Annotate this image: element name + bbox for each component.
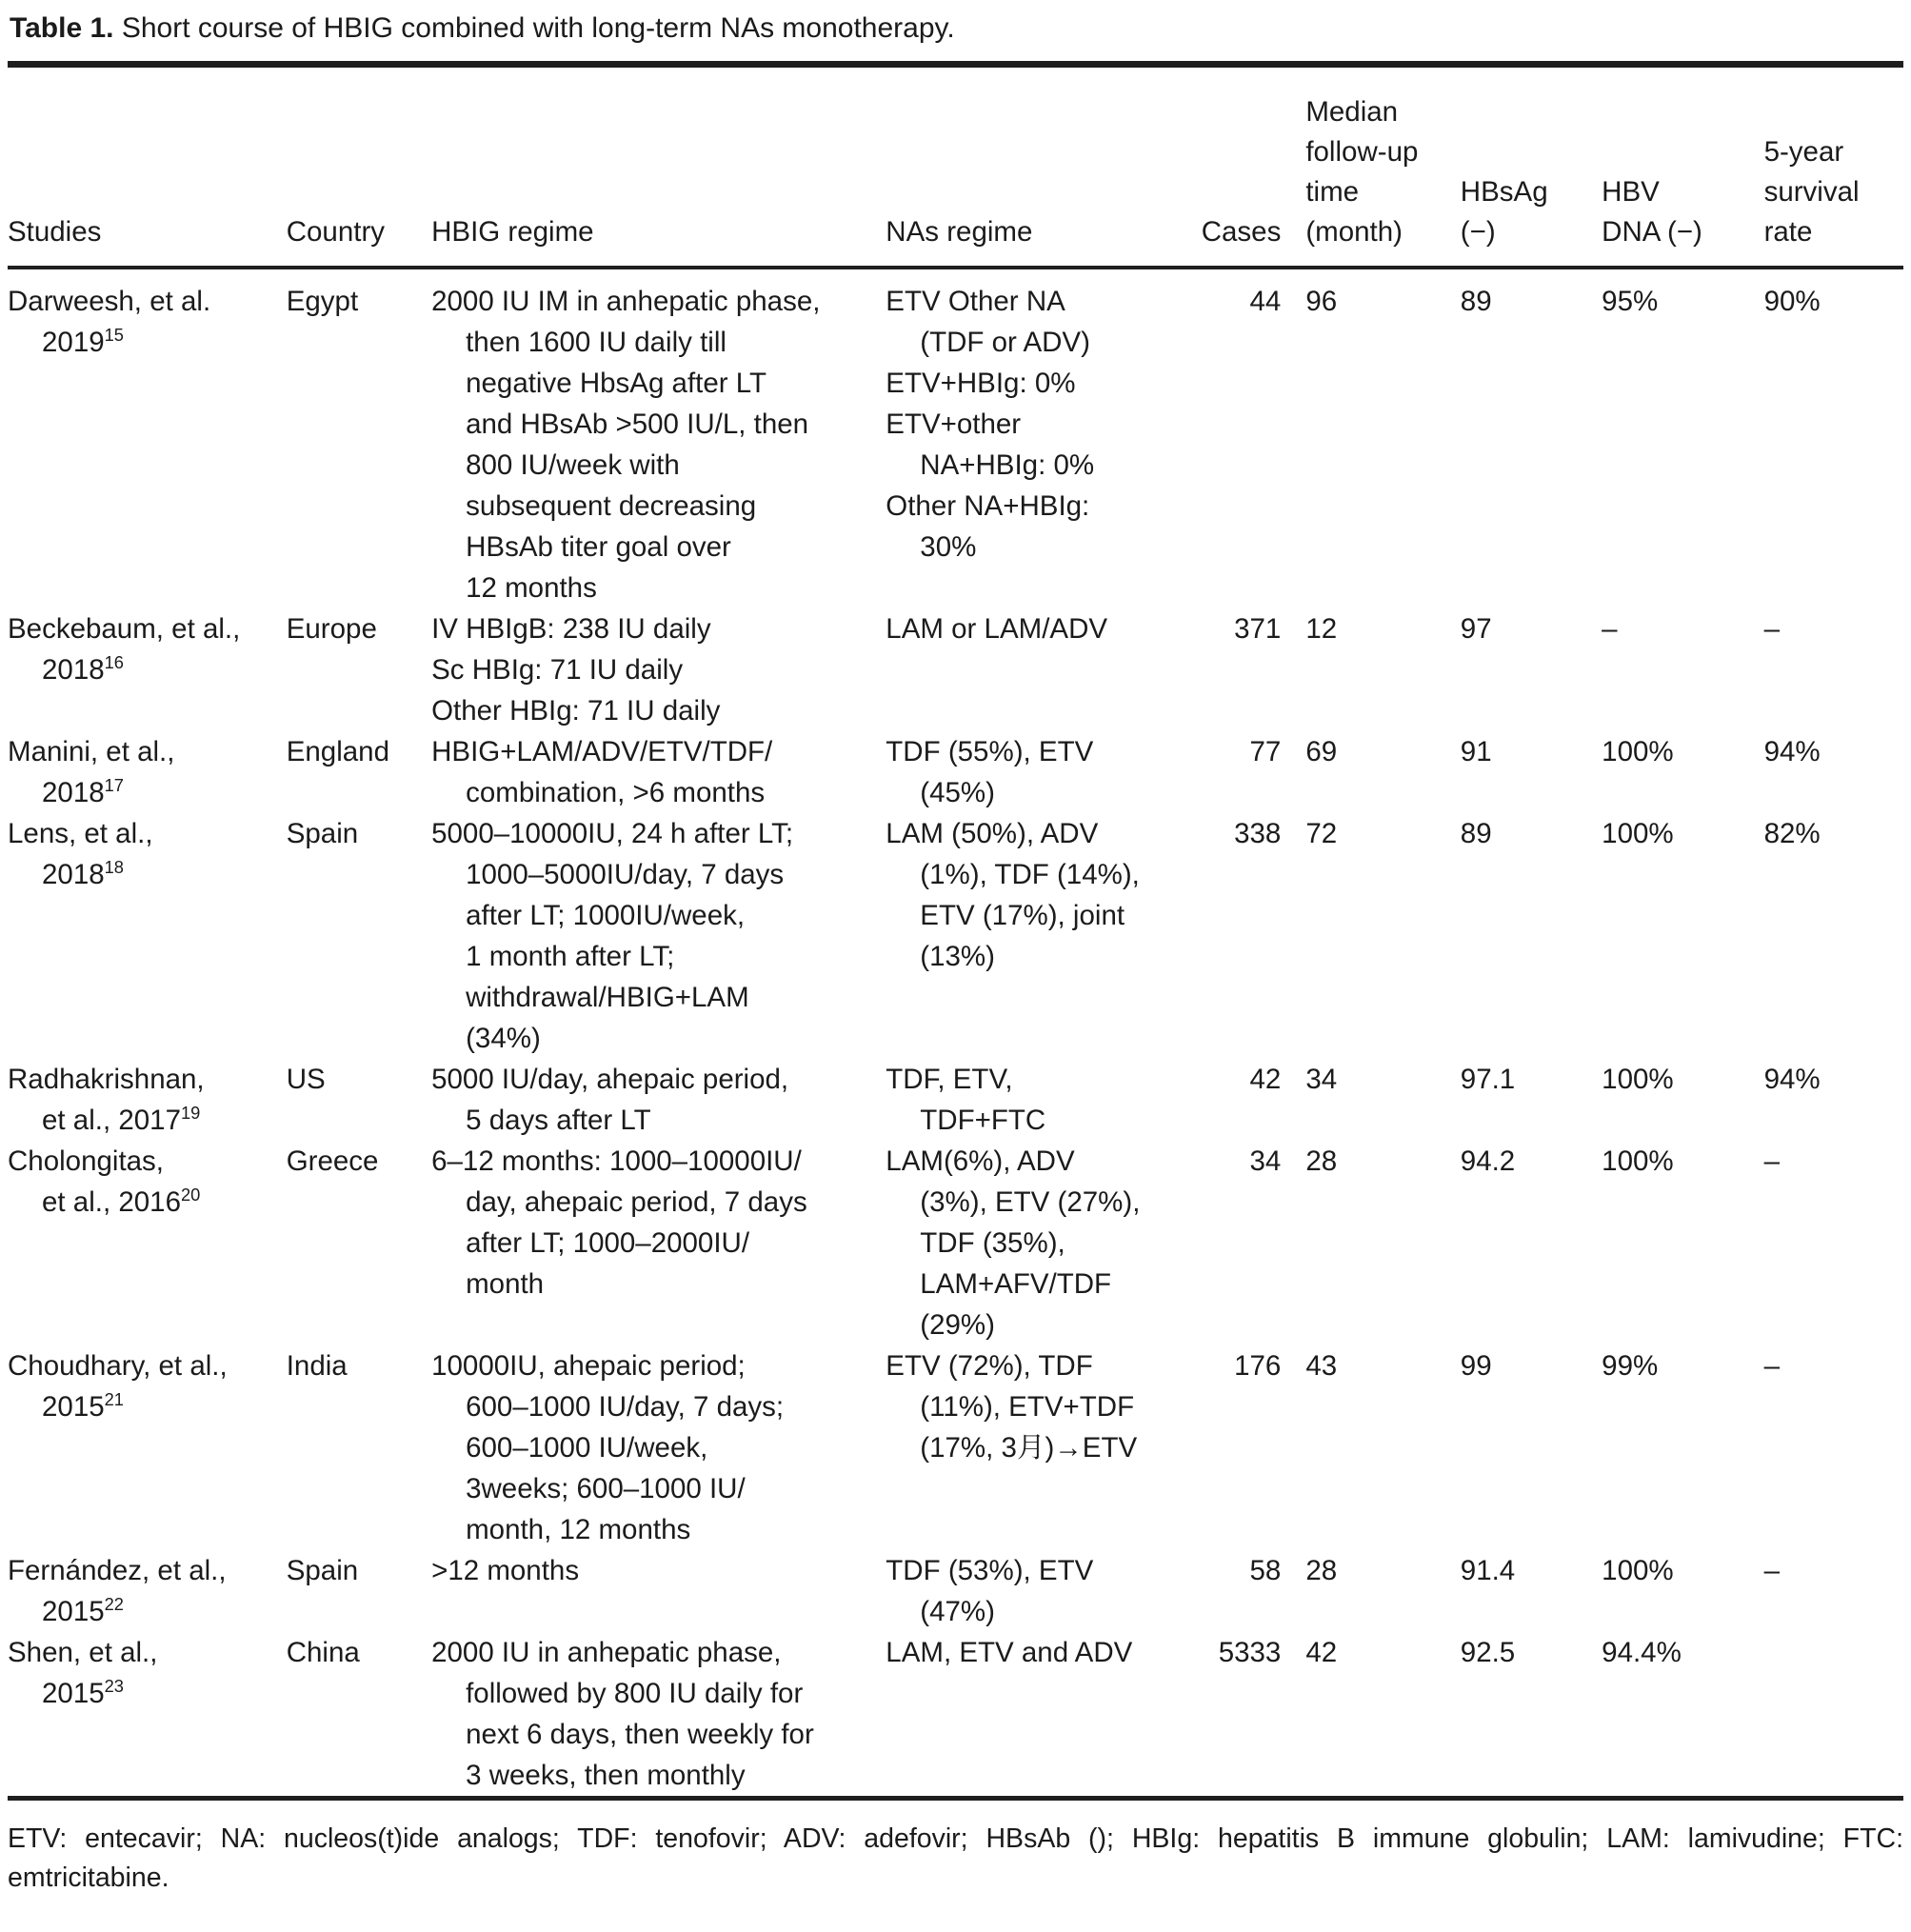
cell-survival: – bbox=[1763, 613, 1780, 645]
cell-cases: 77 bbox=[1249, 736, 1282, 767]
cell-hbig: 2000 IU in anhepatic phase, followed by 800 IU daily for next 6 days, then weekly for 3 weeks, then monthly bbox=[431, 1637, 814, 1791]
column-header-survival: 5-year survival rate bbox=[1764, 65, 1903, 269]
cell-survival: 82% bbox=[1763, 818, 1821, 849]
cell-country: India bbox=[286, 1350, 348, 1382]
reference-superscript: 17 bbox=[104, 775, 124, 796]
cell-hbsag: 99 bbox=[1460, 1350, 1492, 1382]
reference-superscript: 21 bbox=[104, 1389, 124, 1410]
table-header bbox=[8, 65, 1903, 269]
cell-country: Greece bbox=[286, 1145, 379, 1177]
cell-hbsag: 91.4 bbox=[1460, 1555, 1516, 1586]
cell-hbvdna: 100% bbox=[1602, 1145, 1674, 1177]
cell-hbvdna: 100% bbox=[1602, 1555, 1674, 1586]
cell-country: Egypt bbox=[286, 286, 359, 317]
table-title bbox=[10, 11, 1903, 46]
table-footnote bbox=[8, 1820, 1903, 1898]
cell-study: Shen, et al., 2015$^{23}$ bbox=[8, 1637, 158, 1709]
cell-hbig: IV HBIgB: 238 IU daily Sc HBIg: 71 IU daily Other HBIg: 71 IU daily bbox=[431, 613, 721, 727]
table-row bbox=[8, 1550, 1903, 1632]
cell-country: Spain bbox=[286, 1555, 359, 1586]
cell-study: Darweesh, et al. 2019$^{15}$ bbox=[8, 286, 211, 358]
table-row bbox=[8, 1141, 1903, 1345]
cell-cases: 42 bbox=[1249, 1064, 1282, 1095]
cell-hbvdna: – bbox=[1602, 613, 1618, 645]
reference-superscript: 22 bbox=[104, 1594, 124, 1615]
cell-hbvdna: 99% bbox=[1602, 1350, 1659, 1382]
cell-hbsag: 89 bbox=[1460, 286, 1492, 317]
cell-hbig: 2000 IU IM in anhepatic phase, then 1600 IU daily till negative HbsAg after LT and HBsAb >500 IU/L, then 800 IU/week with subsequent decreasing HBsAb titer goal over 12 months bbox=[431, 286, 821, 604]
column-header-hbvdna: HBV DNA (−) bbox=[1602, 65, 1763, 269]
cell-followup: 43 bbox=[1305, 1350, 1338, 1382]
table-row bbox=[8, 1345, 1903, 1550]
study-table bbox=[8, 61, 1903, 1801]
cell-hbig: 5000–10000IU, 24 h after LT; 1000–5000IU/day, 7 days after LT; 1000IU/week, 1 month after LT; withdrawal/HBIG+LAM (34%) bbox=[431, 818, 794, 1054]
column-header-country: Country bbox=[287, 65, 431, 269]
reference-superscript: 20 bbox=[180, 1185, 201, 1205]
cell-nas: ETV (72%), TDF (11%), ETV+TDF (17%, 3月)→ETV bbox=[886, 1350, 1138, 1464]
cell-hbsag: 89 bbox=[1460, 818, 1492, 849]
table-body bbox=[8, 268, 1903, 1799]
column-header-hbig: HBIG regime bbox=[431, 65, 886, 269]
cell-study: Cholongitas, et al., 2016$^{20}$ bbox=[8, 1145, 201, 1218]
column-header-nas: NAs regime bbox=[886, 65, 1197, 269]
cell-followup: 12 bbox=[1305, 613, 1338, 645]
cell-nas: TDF, ETV, TDF+FTC bbox=[886, 1064, 1046, 1136]
cell-country: England bbox=[286, 736, 389, 767]
cell-hbsag: 92.5 bbox=[1460, 1637, 1516, 1668]
column-header-cases: Cases bbox=[1197, 65, 1284, 269]
table-row bbox=[8, 608, 1903, 731]
cell-cases: 34 bbox=[1249, 1145, 1282, 1177]
cell-hbvdna: 100% bbox=[1602, 736, 1674, 767]
cell-nas: TDF (53%), ETV (47%) bbox=[886, 1555, 1094, 1627]
cell-country: Spain bbox=[286, 818, 359, 849]
cell-country: Europe bbox=[286, 613, 377, 645]
cell-study: Beckebaum, et al., 2018$^{16}$ bbox=[8, 613, 241, 686]
cell-survival: 94% bbox=[1763, 736, 1821, 767]
cell-followup: 34 bbox=[1305, 1064, 1338, 1095]
table-row bbox=[8, 731, 1903, 813]
reference-superscript: 19 bbox=[180, 1103, 201, 1124]
cell-hbig: >12 months bbox=[431, 1555, 580, 1586]
column-header-hbsag: HBsAg (−) bbox=[1461, 65, 1602, 269]
cell-hbsag: 94.2 bbox=[1460, 1145, 1516, 1177]
cell-cases: 5333 bbox=[1218, 1637, 1282, 1668]
cell-survival bbox=[1764, 1632, 1903, 1799]
cell-hbvdna: 95% bbox=[1602, 286, 1659, 317]
cell-hbig: 5000 IU/day, ahepaic period, 5 days after LT bbox=[431, 1064, 789, 1136]
reference-superscript: 23 bbox=[104, 1676, 124, 1697]
cell-nas: TDF (55%), ETV (45%) bbox=[886, 736, 1094, 808]
cell-hbsag: 97 bbox=[1460, 613, 1492, 645]
cell-hbsag: 97.1 bbox=[1460, 1064, 1516, 1095]
table-row bbox=[8, 268, 1903, 608]
table-title-label: Table 1. bbox=[10, 12, 114, 44]
cell-nas: LAM(6%), ADV (3%), ETV (27%), TDF (35%), LAM+AFV/TDF (29%) bbox=[886, 1145, 1141, 1341]
footnote-line-1: ETV: entecavir; NA: nucleos(t)ide analogs; TDF: tenofovir; ADV: adefovir; HBsAb (); HBIg: hepatitis B immune globulin; LAM: lamivudine; FTC: bbox=[8, 1823, 1903, 1854]
cell-followup: 72 bbox=[1305, 818, 1338, 849]
reference-superscript: 15 bbox=[104, 325, 124, 346]
footnote-line-2: emtricitabine. bbox=[8, 1862, 169, 1893]
cell-study: Choudhary, et al., 2015$^{21}$ bbox=[8, 1350, 228, 1423]
cell-followup: 69 bbox=[1305, 736, 1338, 767]
column-header-followup: Median follow-up time (month) bbox=[1284, 65, 1460, 269]
cell-study: Radhakrishnan, et al., 2017$^{19}$ bbox=[8, 1064, 205, 1136]
cell-hbvdna: 100% bbox=[1602, 818, 1674, 849]
cell-cases: 176 bbox=[1234, 1350, 1282, 1382]
cell-survival: – bbox=[1763, 1145, 1780, 1177]
table-header-row bbox=[8, 65, 1903, 269]
table-row bbox=[8, 1059, 1903, 1141]
cell-survival: – bbox=[1763, 1350, 1780, 1382]
cell-hbig: 6–12 months: 1000–10000IU/ day, ahepaic period, 7 days after LT; 1000–2000IU/ month bbox=[431, 1145, 807, 1300]
cell-followup: 96 bbox=[1305, 286, 1338, 317]
reference-superscript: 16 bbox=[104, 652, 124, 673]
cell-study: Lens, et al., 2018$^{18}$ bbox=[8, 818, 153, 890]
table-row bbox=[8, 813, 1903, 1059]
column-header-study: Studies bbox=[8, 65, 287, 269]
cell-cases: 58 bbox=[1249, 1555, 1282, 1586]
table-row bbox=[8, 1632, 1903, 1799]
cell-survival: – bbox=[1763, 1555, 1780, 1586]
cell-nas: LAM or LAM/ADV bbox=[886, 613, 1108, 645]
cell-cases: 371 bbox=[1234, 613, 1282, 645]
cell-cases: 338 bbox=[1234, 818, 1282, 849]
cell-survival: 94% bbox=[1763, 1064, 1821, 1095]
cell-nas: LAM (50%), ADV (1%), TDF (14%), ETV (17%), joint (13%) bbox=[886, 818, 1140, 972]
cell-cases: 44 bbox=[1249, 286, 1282, 317]
cell-hbvdna: 100% bbox=[1602, 1064, 1674, 1095]
table-title-text: Short course of HBIG combined with long-term NAs monotherapy. bbox=[121, 12, 955, 44]
cell-study: Manini, et al., 2018$^{17}$ bbox=[8, 736, 175, 808]
cell-country: US bbox=[286, 1064, 326, 1095]
cell-survival: 90% bbox=[1763, 286, 1821, 317]
cell-hbvdna: 94.4% bbox=[1602, 1637, 1682, 1668]
cell-followup: 28 bbox=[1305, 1555, 1338, 1586]
cell-hbig: 10000IU, ahepaic period; 600–1000 IU/day, 7 days; 600–1000 IU/week, 3weeks; 600–1000 IU/ month, 12 months bbox=[431, 1350, 785, 1545]
cell-study: Fernández, et al., 2015$^{22}$ bbox=[8, 1555, 227, 1627]
cell-followup: 28 bbox=[1305, 1145, 1338, 1177]
cell-followup: 42 bbox=[1305, 1637, 1338, 1668]
cell-hbsag: 91 bbox=[1460, 736, 1492, 767]
reference-superscript: 18 bbox=[104, 857, 124, 878]
cell-nas: LAM, ETV and ADV bbox=[886, 1637, 1133, 1668]
cell-country: China bbox=[286, 1637, 360, 1668]
cell-nas: ETV Other NA (TDF or ADV) ETV+HBIg: 0% ETV+other NA+HBIg: 0% Other NA+HBIg: 30% bbox=[886, 286, 1095, 563]
cell-hbig: HBIG+LAM/ADV/ETV/TDF/ combination, >6 months bbox=[431, 736, 773, 808]
